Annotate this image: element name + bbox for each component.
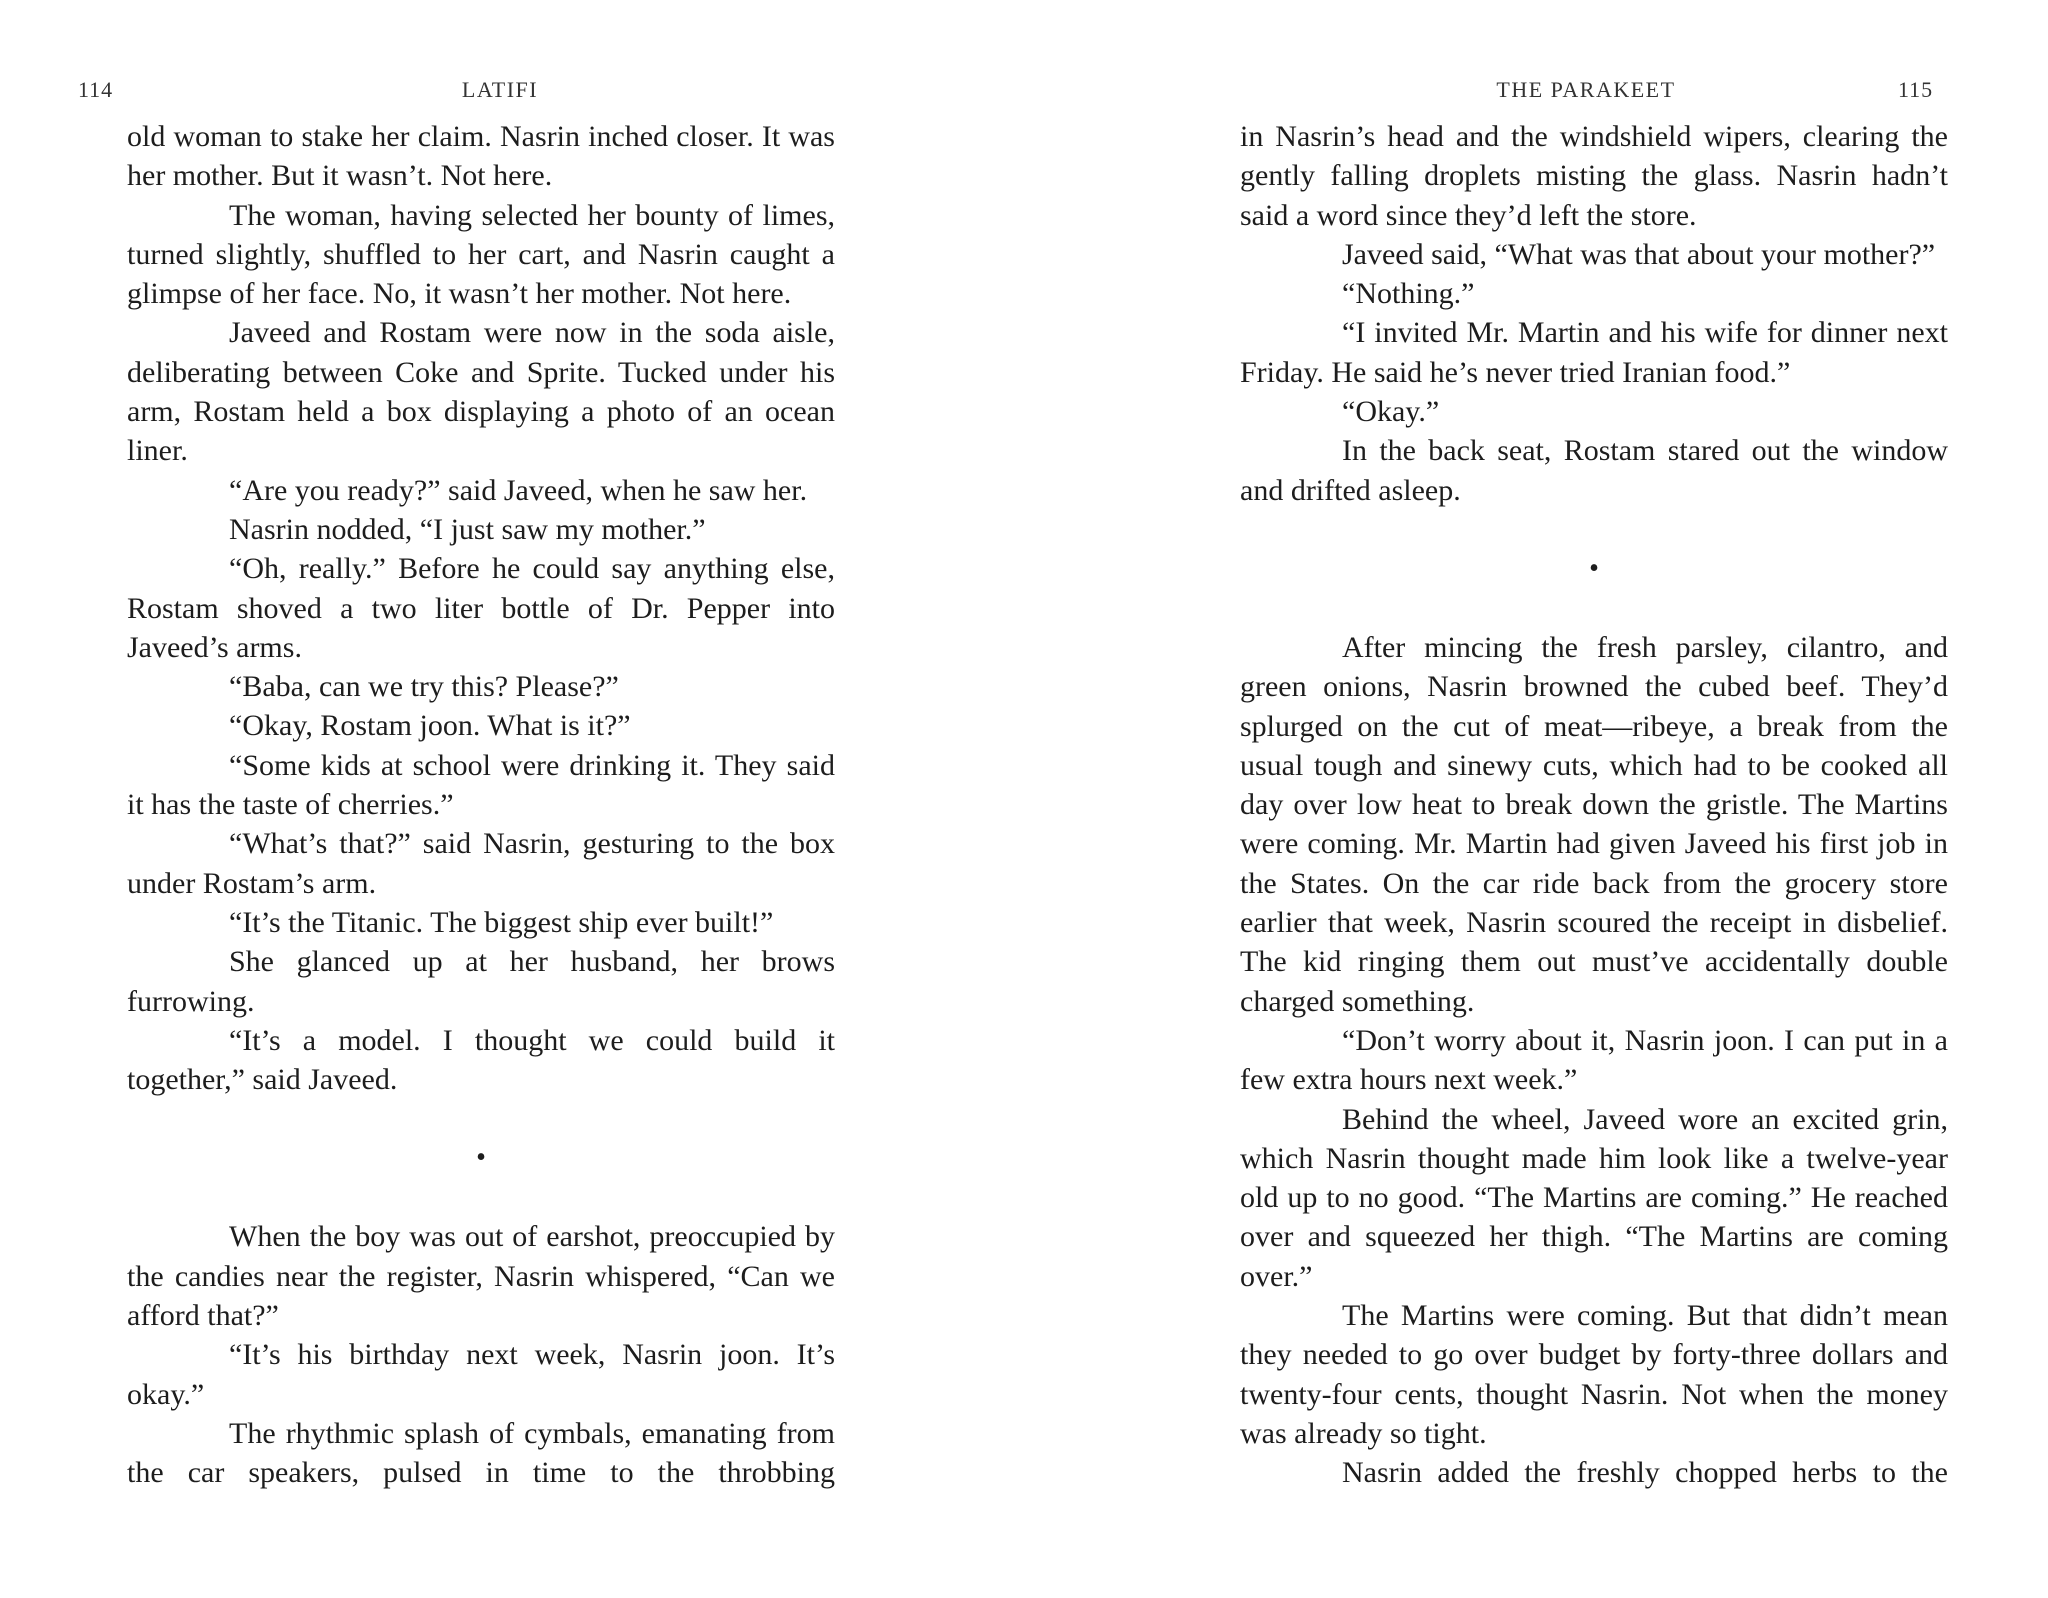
paragraph: in Nasrin’s head and the windshield wipers, clearing the gently falling droplets misting the glass. Nasrin hadn’t said a word since they’d left the store. — [1240, 120, 1948, 232]
paragraph: “Some kids at school were drinking it. They said it has the taste of cherries.” — [127, 748, 835, 822]
paragraph: “Are you ready?” said Javeed, when he saw her. — [229, 473, 808, 507]
section-break: • — [476, 1142, 486, 1174]
paragraph: When the boy was out of earshot, preoccupied by the candies near the register, Nasrin whispered, “Can we afford that?” — [127, 1220, 835, 1333]
section-break: • — [1589, 552, 1599, 584]
paragraph: “Okay.” — [1342, 395, 1440, 429]
page-number: 115 — [1898, 77, 1934, 102]
paragraph: “Okay, Rostam joon. What is it?” — [229, 709, 631, 743]
paragraph: In the back seat, Rostam stared out the window and drifted asleep. — [1240, 434, 1948, 507]
paragraph: “It’s the Titanic. The biggest ship ever built!” — [229, 905, 774, 939]
running-head: LATIFI — [461, 77, 539, 102]
paragraph: “I invited Mr. Martin and his wife for dinner next Friday. He said he’s never tried Iranian food.” — [1240, 316, 1948, 389]
paragraph: The Martins were coming. But that didn’t mean they needed to go over budget by forty-three dollars and twenty-four cents, thought Nasrin. Not when the money was already so tight. — [1240, 1299, 1948, 1450]
running-head: THE PARAKEET — [1496, 77, 1676, 102]
paragraph: Javeed and Rostam were now in the soda aisle, deliberating between Coke and Sprite. Tucked under his arm, Rostam held a box displaying a photo of an ocean liner. — [127, 316, 835, 468]
paragraph: Nasrin nodded, “I just saw my mother.” — [229, 512, 706, 546]
paragraph: The rhythmic splash of cymbals, emanating from the car speakers, pulsed in time to the throbbing — [127, 1416, 835, 1490]
paragraph: Javeed said, “What was that about your mother?” — [1342, 237, 1936, 271]
paragraph: After mincing the fresh parsley, cilantro, and green onions, Nasrin browned the cubed beef. They’d splurged on the cut of meat—ribeye, a break from the usual tough and sinewy cuts, which had to be cooked all day over low heat to break down the gristle. The Martins were coming. Mr. Martin had given Javeed his first job in the States. On the car ride back from the grocery store earlier that week, Nasrin scoured the receipt in disbelief. The kid ringing them out must’ve accidentally double charged something. — [1240, 630, 1948, 1018]
paragraph: Behind the wheel, Javeed wore an excited grin, which Nasrin thought made him look like a twelve-year old up to no good. “The Martins are coming.” He reached over and squeezed her thigh. “The Martins are coming over.” — [1240, 1102, 1948, 1293]
paragraph: “Don’t worry about it, Nasrin joon. I can put in a few extra hours next week.” — [1240, 1023, 1948, 1097]
paragraph: “It’s his birthday next week, Nasrin joon. It’s okay.” — [127, 1338, 835, 1411]
paragraph: “Baba, can we try this? Please?” — [229, 670, 619, 704]
paragraph: “What’s that?” said Nasrin, gesturing to the box under Rostam’s arm. — [127, 827, 835, 900]
paragraph: “Nothing.” — [1342, 277, 1475, 311]
paragraph: She glanced up at her husband, her brows furrowing. — [127, 945, 835, 1018]
body-text — [127, 117, 835, 1493]
page-number: 114 — [78, 77, 114, 102]
paragraph: Nasrin added the freshly chopped herbs to the — [1342, 1456, 1948, 1490]
paragraph: “It’s a model. I thought we could build it together,” said Javeed. — [127, 1023, 835, 1097]
body-text — [1240, 117, 1948, 1493]
paragraph: The woman, having selected her bounty of limes, turned slightly, shuffled to her cart, and Nasrin caught a glimpse of her face. No, it wasn’t her mother. Not here. — [127, 198, 835, 311]
paragraph: old woman to stake her claim. Nasrin inched closer. It was her mother. But it wasn’t. Not here. — [127, 120, 835, 193]
right-page — [1024, 0, 2048, 1598]
paragraph: “Oh, really.” Before he could say anything else, Rostam shoved a two liter bottle of Dr. Pepper into Javeed’s arms. — [127, 552, 835, 664]
